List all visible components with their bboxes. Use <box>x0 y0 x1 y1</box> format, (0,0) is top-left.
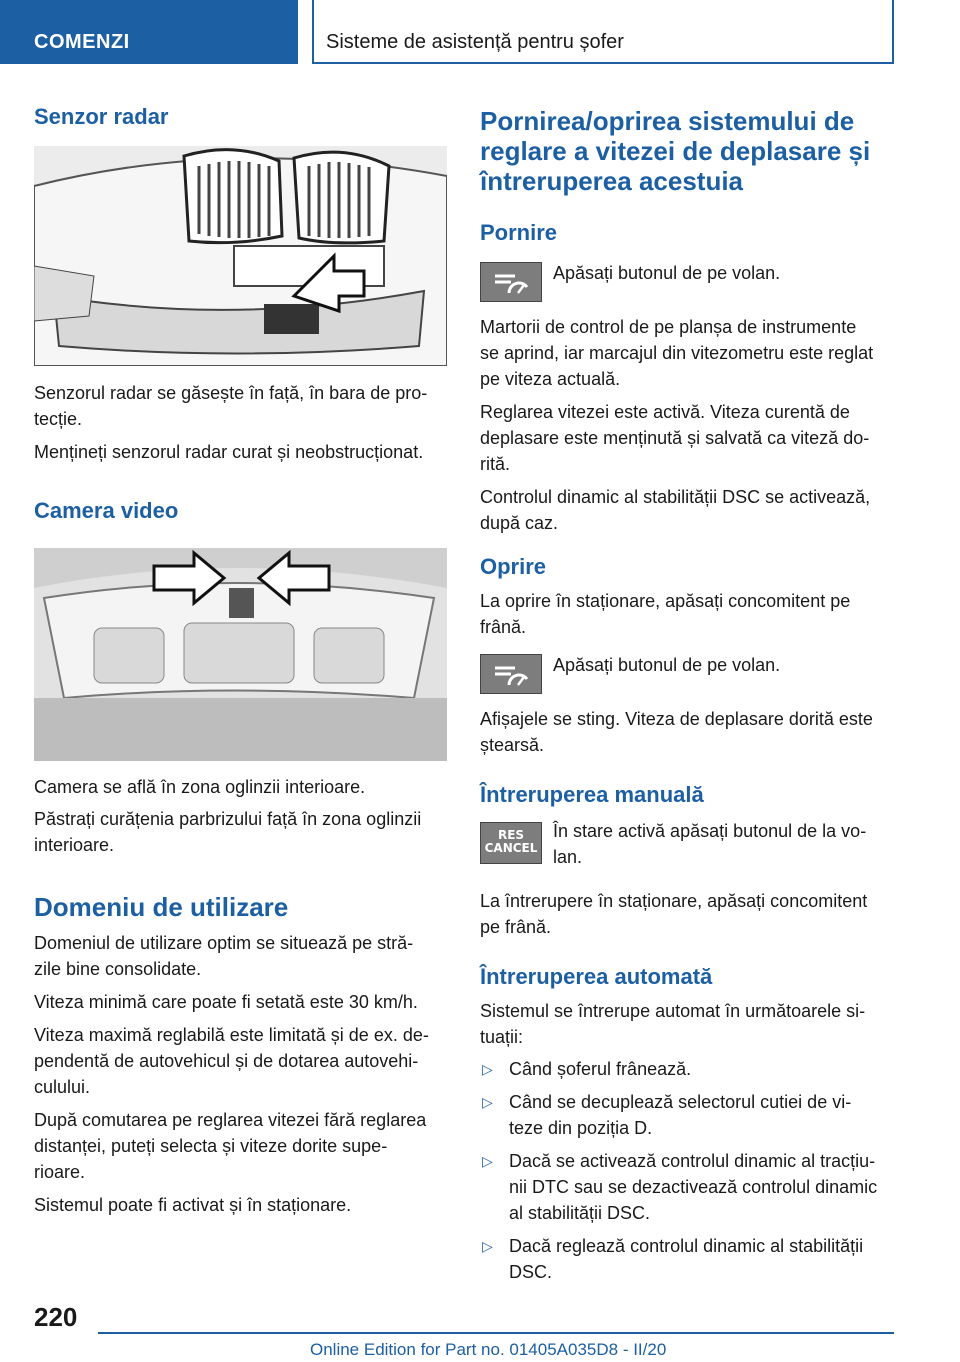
stop-heading: Oprire <box>480 554 547 579</box>
text-line: Senzorul radar se găsește în față, în bara de pro‐ <box>34 383 428 403</box>
start-heading: Pornire <box>480 220 558 245</box>
section-tab <box>0 0 298 64</box>
text-line: Păstrați curățenia parbrizului față în zona oglinzii <box>34 809 422 829</box>
radar-paragraph-1 <box>34 380 454 432</box>
bullet-icon: ▷ <box>482 1094 493 1110</box>
text-line: În stare activă apăsați butonul de la vo‐ <box>553 821 867 841</box>
page-number: 220 <box>34 1302 78 1332</box>
list-item <box>480 1233 900 1285</box>
text-line: Când șoferul frânează. <box>509 1059 692 1079</box>
edition-text: Online Edition for Part no. 01405A035D8 - II/20 <box>310 1340 667 1359</box>
main-heading <box>480 106 900 196</box>
text-line: La întrerupere în staționare, apăsați concomitent <box>480 891 868 911</box>
camera-heading: Camera video <box>34 498 179 523</box>
page-header <box>0 0 960 66</box>
camera-image <box>34 548 447 761</box>
text-line: frână. <box>480 617 527 637</box>
text-line: Sistemul poate fi activat și în staționare. <box>34 1195 352 1215</box>
text-line: deplasare este menținută și salvată ca viteză do‐ <box>480 428 870 448</box>
cruise-control-icon <box>480 262 542 302</box>
text-line: Controlul dinamic al stabilității DSC se activează, <box>480 487 871 507</box>
list-item <box>480 1089 900 1141</box>
manual-button-text <box>553 818 903 870</box>
text-line: DSC. <box>509 1262 553 1282</box>
text-line: al stabilității DSC. <box>509 1203 651 1223</box>
stop-after-text <box>480 706 900 758</box>
list-item <box>480 1148 900 1226</box>
stop-button-text: Apăsați butonul de pe volan. <box>553 655 781 675</box>
text-line: Viteza minimă care poate fi setată este 30 km/h. <box>34 992 418 1012</box>
stop-text <box>480 588 900 640</box>
text-line: teze din poziția D. <box>509 1118 653 1138</box>
text-line: pe frână. <box>480 917 552 937</box>
text-line: tecție. <box>34 409 83 429</box>
text-line: pendentă de autovehicul și de dotarea autovehi‐ <box>34 1051 419 1071</box>
text-line: interioare. <box>34 835 115 855</box>
auto-bullet-list <box>480 1056 900 1285</box>
text-line: Viteza maximă reglabilă este limitată și de ex. de‐ <box>34 1025 429 1045</box>
text-line: La oprire în staționare, apăsați concomitent pe <box>480 591 851 611</box>
text-line: după caz. <box>480 513 559 533</box>
icon-label: RES <box>497 828 525 842</box>
text-line: tuații: <box>480 1027 524 1047</box>
section-label: COMENZI <box>34 31 130 53</box>
camera-paragraph-2 <box>34 806 454 858</box>
res-cancel-icon <box>480 822 542 864</box>
start-button-text: Apăsați butonul de pe volan. <box>553 263 781 283</box>
text-line: rită. <box>480 454 511 474</box>
cruise-control-icon <box>480 654 542 694</box>
manual-heading: Întreruperea manuală <box>480 782 704 807</box>
manual-after-text <box>480 888 900 940</box>
text-line: pe viteza actuală. <box>480 369 621 389</box>
icon-label: CANCEL <box>484 841 538 855</box>
radar-heading: Senzor radar <box>34 104 169 129</box>
text-line: Domeniul de utilizare optim se situează pe stră‐ <box>34 933 414 953</box>
heading-line: întreruperea acestuia <box>480 166 744 196</box>
text-line: culului. <box>34 1077 91 1097</box>
text-line: lan. <box>553 847 583 867</box>
bullet-icon: ▷ <box>482 1153 493 1169</box>
auto-intro <box>480 998 900 1050</box>
text-line: Reglarea vitezei este activă. Viteza curentă de <box>480 402 850 422</box>
text-line: ștearsă. <box>480 735 545 755</box>
heading-line: Pornirea/oprirea sistemului de <box>480 106 855 136</box>
list-item <box>480 1056 900 1082</box>
text-line: Afișajele se sting. Viteza de deplasare dorită este <box>480 709 873 729</box>
bullet-icon: ▷ <box>482 1061 493 1077</box>
text-line: Sistemul se întrerupe automat în următoarele si‐ <box>480 1001 866 1021</box>
camera-paragraph-1: Camera se află în zona oglinzii interioare. <box>34 777 366 797</box>
text-line: nii DTC sau se dezactivează controlul dinamic <box>509 1177 878 1197</box>
domain-heading: Domeniu de utilizare <box>34 892 289 922</box>
text-line: rioare. <box>34 1162 86 1182</box>
heading-line: reglare a vitezei de deplasare și <box>480 136 871 166</box>
text-line: Când se decuplează selectorul cutiei de vi‐ <box>509 1092 852 1112</box>
text-line: zile bine consolidate. <box>34 959 202 979</box>
text-line: După comutarea pe reglarea vitezei fără reglarea <box>34 1110 427 1130</box>
chapter-tab <box>312 0 894 64</box>
radar-sensor-image <box>34 146 447 366</box>
text-line: Dacă reglează controlul dinamic al stabilității <box>509 1236 864 1256</box>
bullet-icon: ▷ <box>482 1238 493 1254</box>
text-line: distanței, puteți selecta și viteze dorite supe‐ <box>34 1136 388 1156</box>
radar-paragraph-2: Mențineți senzorul radar curat și neobstrucționat. <box>34 442 424 462</box>
text-line: Dacă se activează controlul dinamic al tracțiu‐ <box>509 1151 876 1171</box>
footer-divider <box>98 1332 894 1334</box>
domain-text <box>34 930 454 1218</box>
chapter-label: Sisteme de asistență pentru șofer <box>326 31 624 53</box>
start-text <box>480 314 900 536</box>
text-line: Martorii de control de pe planșa de instrumente <box>480 317 857 337</box>
auto-heading: Întreruperea automată <box>480 964 713 989</box>
text-line: se aprind, iar marcajul din vitezometru este reglat <box>480 343 874 363</box>
